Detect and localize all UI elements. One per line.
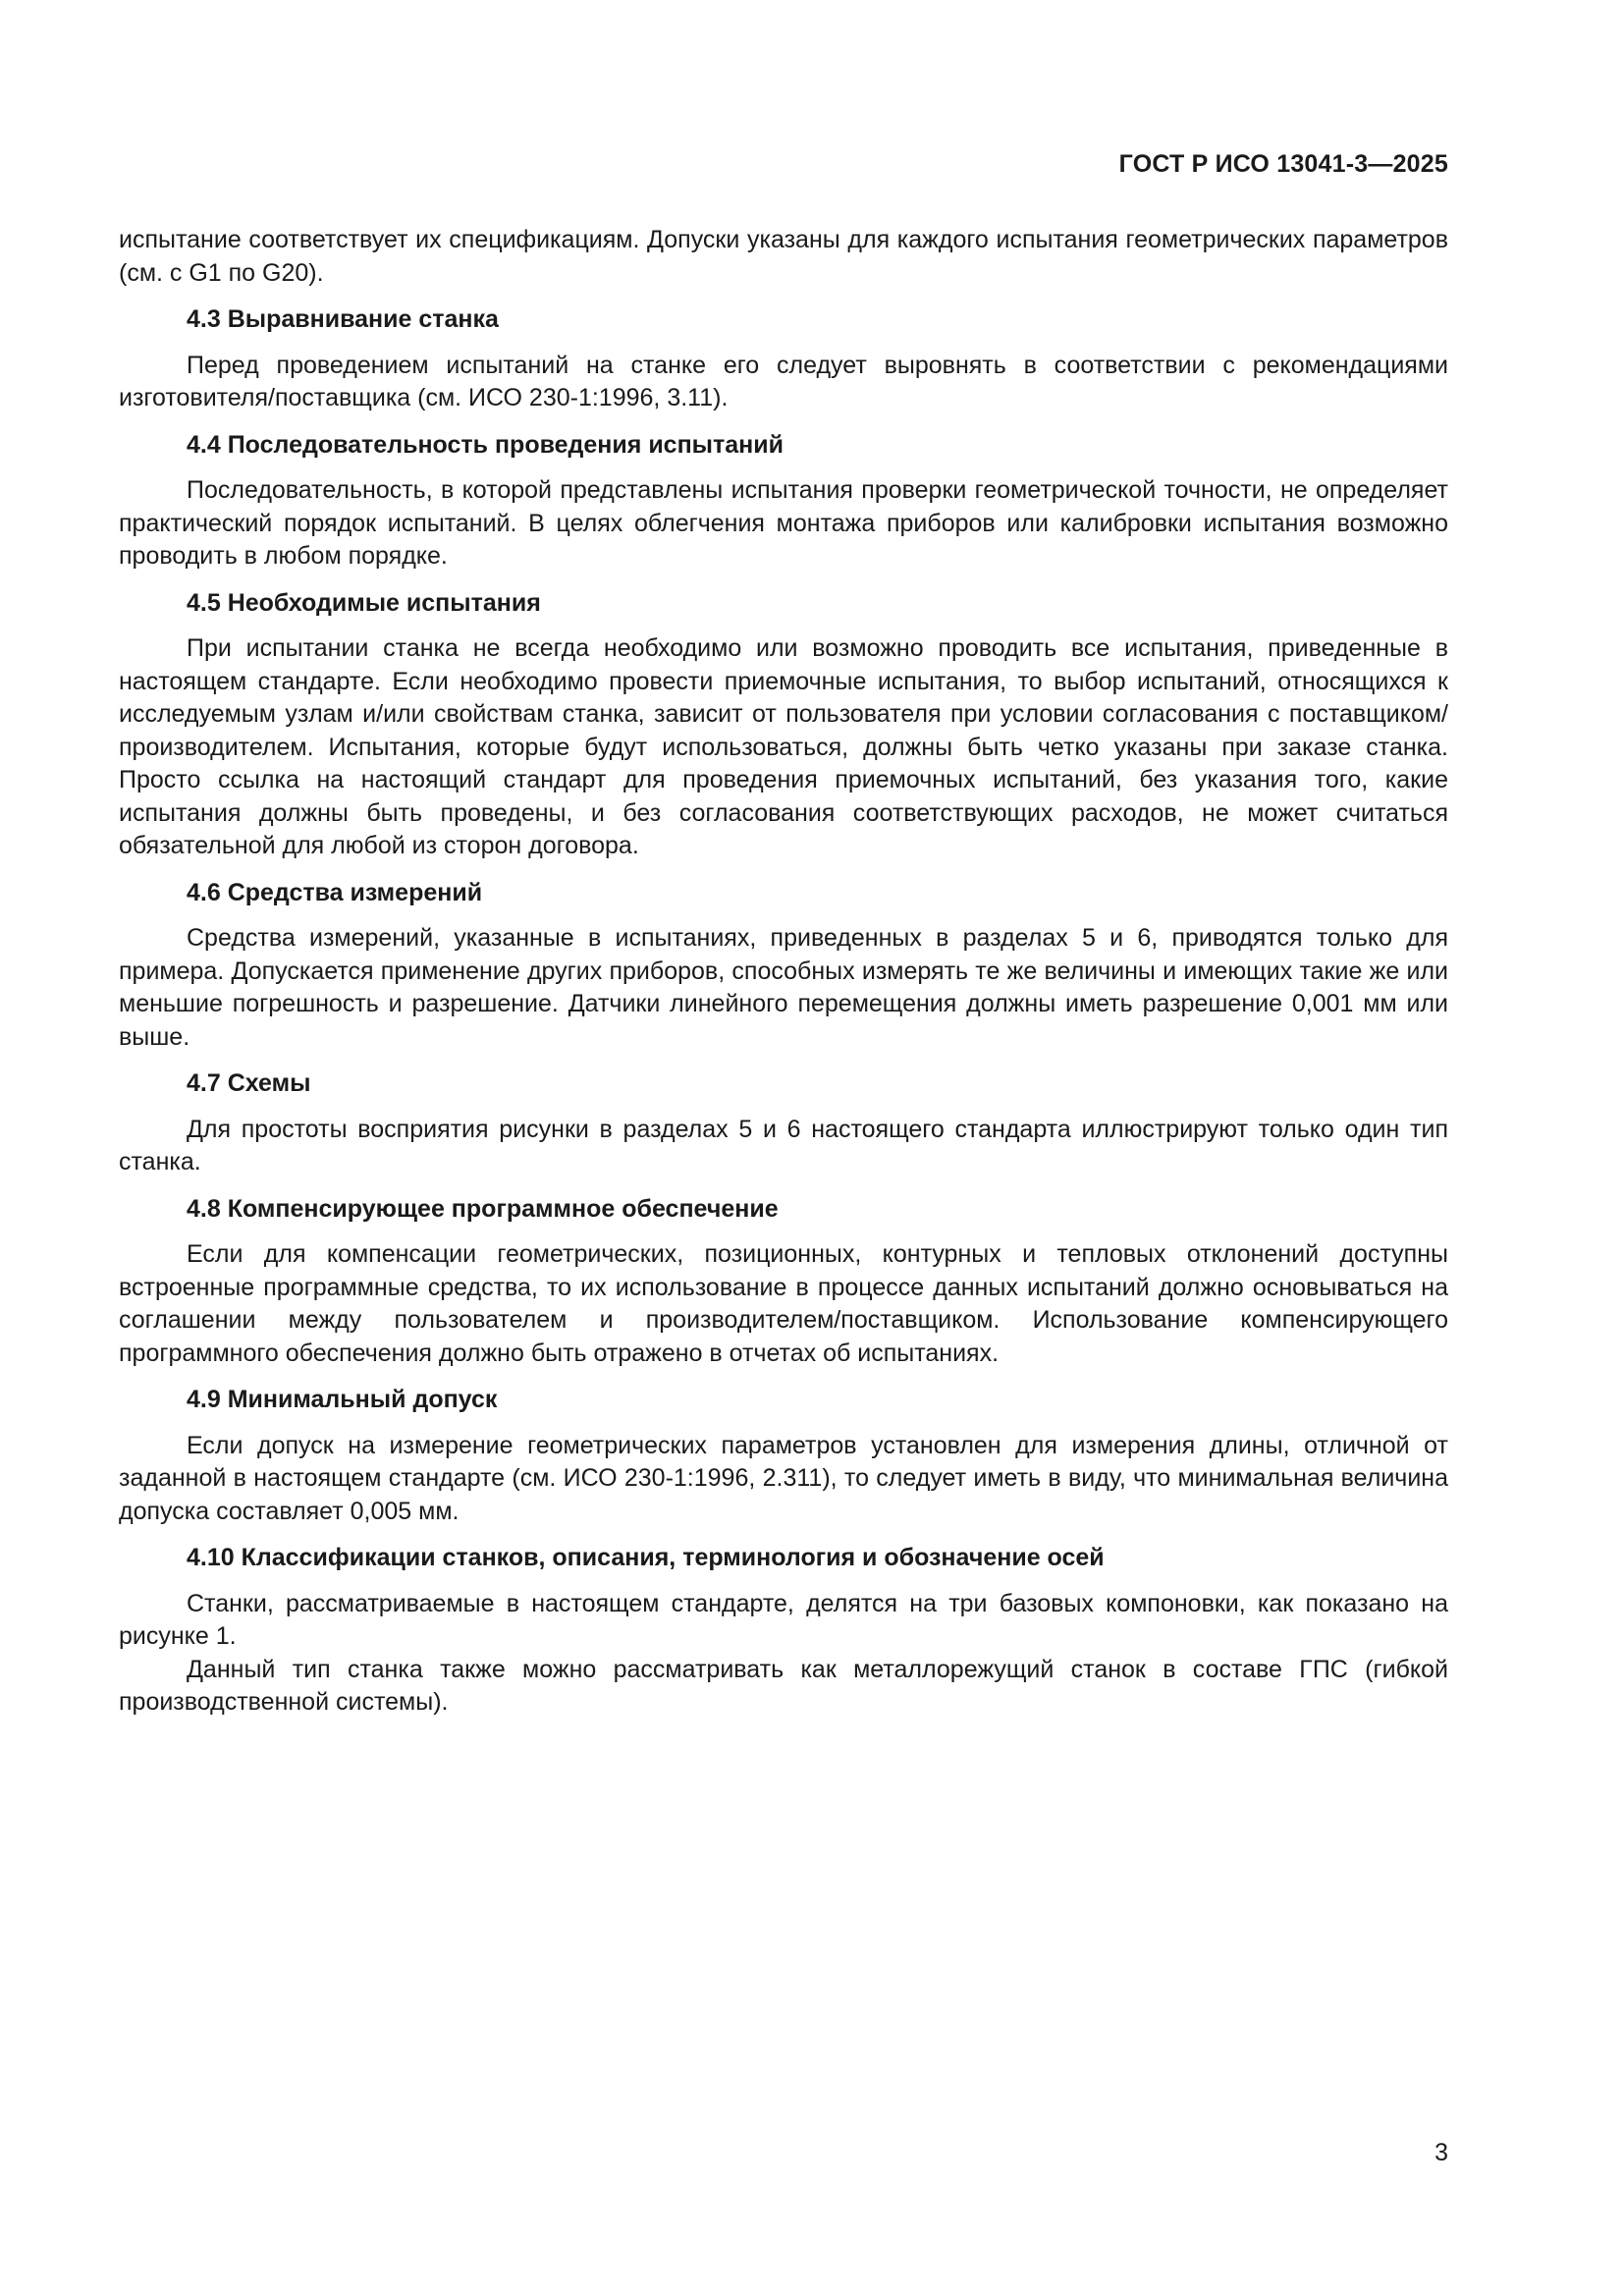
section-heading-4-3: 4.3 Выравнивание станка: [187, 305, 499, 333]
section-4-10-paragraph-2: Данный тип станка также можно рассматривать как металлорежущий станок в составе ГПС (гибкой производственной системы).: [119, 1655, 1448, 1716]
section-4-7-paragraph: Для простоты восприятия рисунки в разделах 5 и 6 настоящего стандарта иллюстрируют только один тип станка.: [119, 1115, 1448, 1175]
section-heading-4-6: 4.6 Средства измерений: [187, 878, 483, 906]
section-4-6-paragraph: Средства измерений, указанные в испытаниях, приведенных в разделах 5 и 6, приводятся только для примера. Допускается применение других приборов, способных измерять те же величины и имеющих такие же или меньшие погрешность и разрешение. Датчики линейного перемещения должны иметь разрешение 0,001 мм или выше.: [119, 924, 1448, 1051]
section-4-4-paragraph: Последовательность, в которой представлены испытания проверки геометрической точности, не определяет практический порядок испытаний. В целях облегчения монтажа приборов или калибровки испытания возможно проводить в любом порядке.: [119, 476, 1448, 570]
continuation-paragraph: испытание соответствует их спецификациям. Допуски указаны для каждого испытания геометрических параметров (см. с G1 по G20).: [119, 226, 1448, 287]
section-heading-4-5: 4.5 Необходимые испытания: [187, 588, 541, 617]
section-heading-4-7: 4.7 Схемы: [187, 1069, 311, 1097]
section-4-8-paragraph: Если для компенсации геометрических, позиционных, контурных и тепловых отклонений доступны встроенные программные средства, то их использование в процессе данных испытаний должно основываться на соглашении между пользователем и производителем/поставщиком. Использование компенсирующего программного обеспечения должно быть отражено в отчетах об испытаниях.: [119, 1240, 1448, 1367]
section-4-3-paragraph: Перед проведением испытаний на станке его следует выровнять в соответствии с рекомендациями изготовителя/поставщика (см. ИСО 230-1:1996, 3.11).: [119, 351, 1448, 411]
page-number: 3: [1434, 2139, 1448, 2166]
section-heading-4-8: 4.8 Компенсирующее программное обеспечение: [187, 1194, 779, 1223]
section-heading-4-9: 4.9 Минимальный допуск: [187, 1386, 498, 1413]
section-4-10-paragraph-1: Станки, рассматриваемые в настоящем стандарте, делятся на три базовых компоновки, как показано на рисунке 1.: [119, 1589, 1448, 1650]
section-heading-4-10: 4.10 Классификации станков, описания, терминология и обозначение осей: [187, 1544, 1105, 1571]
page-body: [119, 224, 1448, 1720]
section-4-5-paragraph: При испытании станка не всегда необходимо или возможно проводить все испытания, приведенные в настоящем стандарте. Если необходимо провести приемочные испытания, то выбор испытаний, относящихся к исследуемым узлам и/или свойствам станка, зависит от пользователя при условии согласования с поставщиком/производителем. Испытания, которые будут использоваться, должны быть четко указаны при заказе станка. Просто ссылка на настоящий стандарт для проведения приемочных испытаний, без указания того, какие испытания должны быть проведены, и без согласования соответствующих расходов, не может считаться обязательной для любой из сторон договора.: [119, 634, 1448, 859]
section-heading-4-4: 4.4 Последовательность проведения испытаний: [187, 430, 784, 459]
section-4-9-paragraph: Если допуск на измерение геометрических параметров установлен для измерения длины, отличной от заданной в настоящем стандарте (см. ИСО 230-1:1996, 2.311), то следует иметь в виду, что минимальная величина допуска составляет 0,005 мм.: [119, 1431, 1448, 1525]
document-code-header: ГОСТ Р ИСО 13041-3—2025: [1118, 150, 1448, 178]
